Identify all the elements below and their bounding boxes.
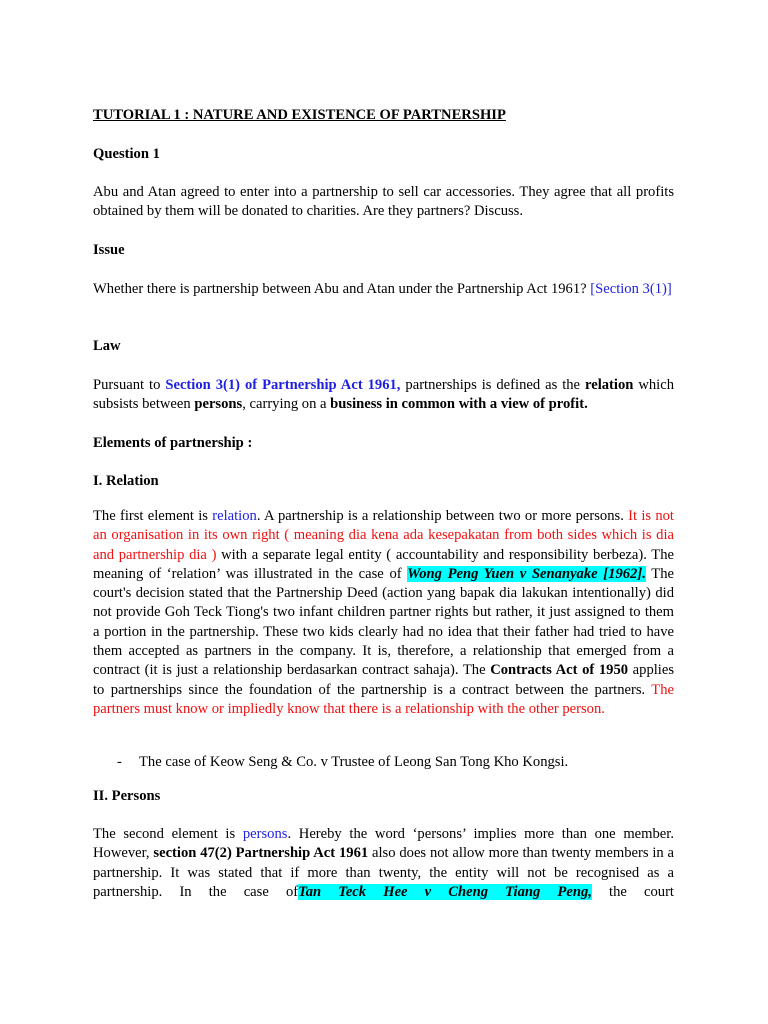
- list-item: [117, 753, 677, 772]
- relation-text-3: with a separate legal entity ( accountability and responsibility berbeza). The meaning of ‘relation’ was illustrated in the case of: [93, 546, 674, 582]
- relation-red-note-2: The partners must know or impliedly know that there is a relationship with the other person.: [93, 681, 674, 717]
- relation-term: relation: [212, 508, 257, 524]
- issue-text: Whether there is partnership between Abu and Atan under the Partnership Act 1961?: [93, 281, 587, 297]
- law-term-persons: persons: [194, 396, 243, 413]
- persons-paragraph: [93, 825, 674, 902]
- persons-term: persons: [242, 826, 288, 842]
- issue-section-ref: [Section 3(1)]: [590, 281, 672, 297]
- persons-text-1: The second element is: [93, 826, 236, 842]
- persons-text-3: also does not allow more than twenty members in a partnership. It was stated that if more than twenty, the entity will not be recognised as a partnership. In the case of: [93, 845, 675, 900]
- relation-heading: I. Relation: [93, 473, 159, 489]
- law-text-1: Pursuant to: [93, 377, 161, 393]
- question-heading: Question 1: [93, 146, 160, 162]
- law-section-ref: Section 3(1) of Partnership Act 1961,: [165, 377, 401, 393]
- relation-text-4: The court's decision stated that the Partnership Deed (action yang bapak dia lakukan intentionally) did not provide Goh Teck Tiong's two infant children partner rights but rather, it just assigned to them a portion in the partnership. These two kids clearly had no idea that their father had tried to have them accepted as partners in the company. It is, therefore, a relationship that emerged from a contract (it is just a relationship berdasarkan contract sahaja). The: [93, 565, 674, 679]
- law-text-4: , carrying on a: [242, 396, 327, 413]
- relation-text-5: applies to partnerships since the foundation of the partnership is a contract between the partners.: [93, 662, 675, 698]
- persons-text-4: the court: [591, 883, 674, 900]
- page-title: TUTORIAL 1 : NATURE AND EXISTENCE OF PARTNERSHIP: [93, 107, 506, 123]
- law-text-3: which subsists between: [93, 377, 674, 413]
- issue-paragraph: [93, 280, 674, 299]
- law-term-business: business in common with a view of profit.: [330, 396, 588, 413]
- relation-text-2: . A partnership is a relationship between two or more persons.: [256, 508, 624, 524]
- section-47-ref: section 47(2) Partnership Act 1961: [153, 845, 369, 862]
- law-heading: Law: [93, 338, 121, 354]
- relation-paragraph: [93, 507, 674, 719]
- bullet-dash: -: [117, 754, 122, 770]
- elements-heading: Elements of partnership :: [93, 435, 253, 451]
- law-paragraph: [93, 376, 674, 415]
- law-text-2: partnerships is defined as the: [405, 377, 581, 393]
- case-citation-tan-teck-hee: Tan Teck Hee v Cheng Tiang Peng,: [298, 883, 592, 900]
- issue-heading: Issue: [93, 242, 125, 258]
- contracts-act-ref: Contracts Act of 1950: [490, 662, 629, 679]
- law-term-relation: relation: [585, 377, 634, 393]
- persons-text-2: . Hereby the word ‘persons’ implies more than one member. However,: [93, 826, 674, 862]
- relation-text-1: The first element is: [93, 508, 208, 524]
- question-text: Abu and Atan agreed to enter into a partnership to sell car accessories. They agree that all profits obtained by them will be donated to charities. Are they partners? Discuss.: [93, 184, 674, 220]
- persons-heading: II. Persons: [93, 788, 161, 804]
- bullet-text: The case of Keow Seng & Co. v Trustee of Leong San Tong Kho Kongsi.: [139, 754, 569, 770]
- relation-red-note-1: It is not an organisation in its own right ( meaning dia kena ada kesepakatan from both sides which is dia and partnership dia ): [93, 508, 674, 563]
- case-citation-wong-peng-yuen: Wong Peng Yuen v Senanyake [1962].: [407, 565, 646, 582]
